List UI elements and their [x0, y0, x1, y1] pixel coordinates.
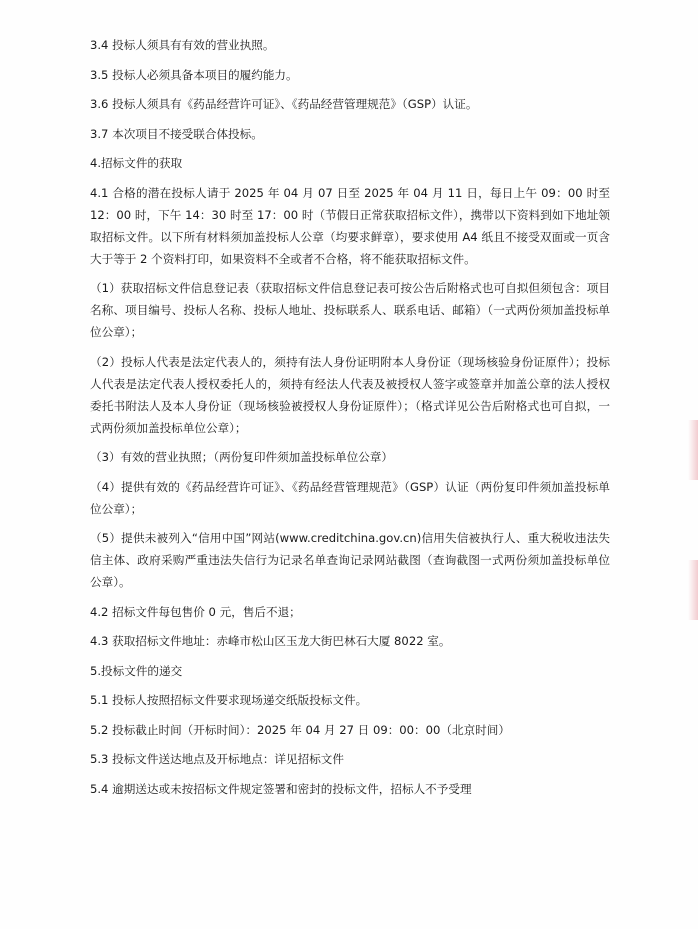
clause-5-4: 5.4 逾期送达或未按招标文件规定签署和密封的投标文件，招标人不予受理 [90, 781, 472, 796]
requirement-item-5: （5）提供未被列入“信用中国”网站(www.creditchina.gov.cn)信用失信被执行人、重大税收违法失信主体、政府采购严重违法失信行为记录名单查询记录网站截图（查询截图一式两份须加盖投标单位公章）。 [90, 531, 610, 589]
seal-edge-mark [688, 560, 698, 620]
clause-3-7: 3.7 本次项目不接受联合体投标。 [90, 126, 263, 141]
clause-5-2: 5.2 投标截止时间（开标时间）：2025 年 04 月 27 日 09：00：00（北京时间） [90, 722, 510, 737]
document-body [90, 34, 610, 807]
section-heading-4: 4.招标文件的获取 [90, 156, 183, 170]
clause-3-4: 3.4 投标人须具有有效的营业执照。 [90, 38, 275, 52]
clause-5-3: 5.3 投标文件送达地点及开标地点：详见招标文件 [90, 752, 344, 766]
seal-edge-mark [688, 420, 698, 480]
clause-5-1: 5.1 投标人按照招标文件要求现场递交纸版投标文件。 [90, 693, 368, 707]
clause-4-3: 4.3 获取招标文件地址：赤峰市松山区玉龙大街巴林石大厦 8022 室。 [90, 634, 451, 648]
clause-3-5: 3.5 投标人必须具备本项目的履约能力。 [90, 67, 298, 82]
requirement-item-1: （1）获取招标文件信息登记表（获取招标文件信息登记表可按公告后附格式也可自拟但须包含：项目名称、项目编号、投标人名称、投标人地址、投标联系人、联系电话、邮箱）（一式两份须加盖投标单位公章）； [90, 281, 610, 339]
requirement-item-4: （4）提供有效的《药品经营许可证》、《药品经营管理规范》（GSP）认证（两份复印件须加盖投标单位公章）； [90, 479, 610, 516]
clause-4-2: 4.2 招标文件每包售价 0 元，售后不退； [90, 604, 301, 619]
requirement-item-2: （2）投标人代表是法定代表人的，须持有法人身份证明附本人身份证（现场核验身份证原件）；投标人代表是法定代表人授权委托人的，须持有经法人代表及被授权人签字或签章并加盖公章的法人授权委托书附法人及本人身份证（现场核验被授权人身份证原件）；（格式详见公告后附格式也可自拟，一式两份须加盖投标单位公章）； [90, 354, 610, 435]
requirement-item-3: （3）有效的营业执照；（两份复印件须加盖投标单位公章） [90, 450, 394, 464]
clause-4-1: 4.1 合格的潜在投标人请于 2025 年 04 月 07 日至 2025 年 04 月 11 日，每日上午 09：00 时至 12：00 时，下午 14：30 时至 17：00 时（节假日正常获取招标文件），携带以下资料到如下地址领取招标文件。以下所有材料须加盖投标人公章（均要求鲜章），要求使用 A4 纸且不接受双面或一页含大于等于 2 个资料打印，如果资料不全或者不合格，将不能获取招标文件。 [90, 185, 610, 266]
section-heading-5: 5.投标文件的递交 [90, 663, 183, 678]
clause-3-6: 3.6 投标人须具有《药品经营许可证》、《药品经营管理规范》（GSP）认证。 [90, 97, 478, 111]
